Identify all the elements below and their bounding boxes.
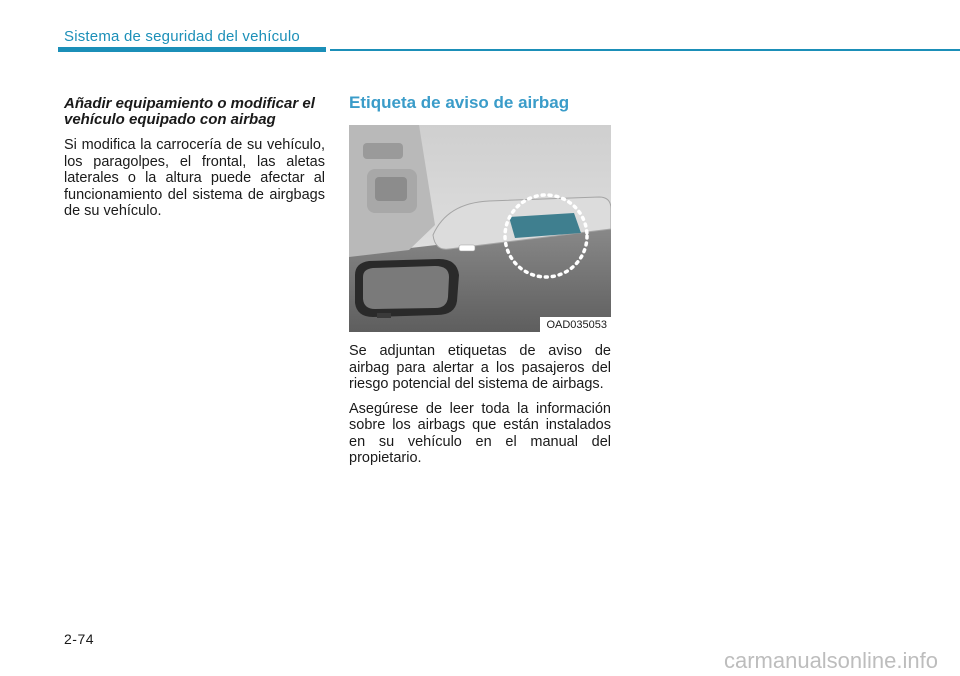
page-number: 2-74 [64,631,95,647]
left-column [64,96,325,228]
sun-visor-illustration [349,125,611,332]
subsection-heading: Añadir equipamiento o modificar el vehículo equipado con airbag [64,95,315,128]
section-heading: Etiqueta de aviso de airbag [349,93,570,112]
header-section-title: Sistema de seguridad del vehículo [64,28,300,45]
body-paragraph-2: Asegúrese de leer toda la información sobre los airbags que están instalados en su vehículo en el manual del propietario. [349,400,611,466]
body-paragraph-1: Se adjuntan etiquetas de aviso de airbag para alertar a los pasajeros del riesgo potencial del sistema de airbags. [349,343,611,392]
header-rule [330,49,960,51]
watermark-text: carmanualsonline.info [723,648,938,673]
airbag-label-figure [349,125,611,332]
right-column [349,92,611,475]
header-accent-bar [58,47,326,52]
body-paragraph: Si modifica la carrocería de su vehículo, los paragolpes, el frontal, las aletas laterales o la altura puede afectar al funcionamiento del sistema de airgbags de su vehículo. [64,137,325,219]
figure-reference-code: OAD035053 [540,317,611,332]
